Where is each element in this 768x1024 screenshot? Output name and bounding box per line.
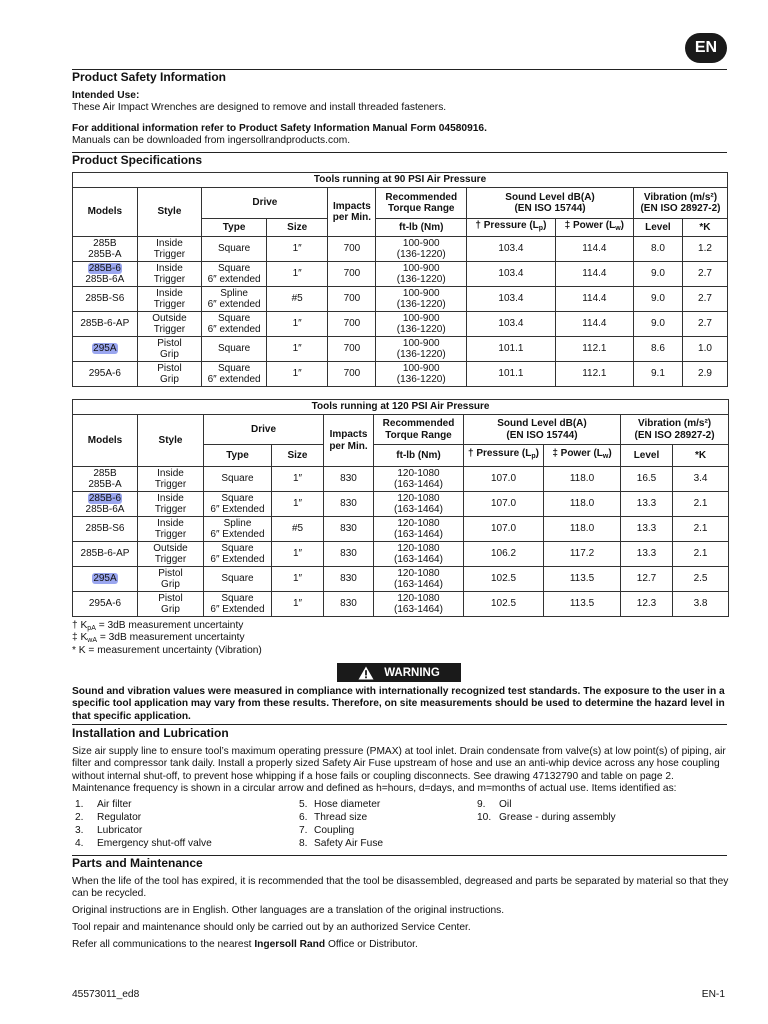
- style-cell: Outside Trigger: [137, 312, 202, 337]
- impacts-cell: 830: [324, 592, 374, 617]
- divider: [72, 724, 727, 725]
- level-cell: 9.1: [633, 362, 682, 387]
- list-item: 10. Grease - during assembly: [477, 812, 616, 824]
- list-item: 5. Hose diameter: [299, 799, 381, 810]
- col-k: *K: [673, 445, 729, 467]
- pressure-cell: 107.0: [464, 492, 544, 517]
- model-cell: 295A: [73, 567, 138, 592]
- note-vibration-uncertainty: * K = measurement uncertainty (Vibration): [72, 645, 262, 656]
- safety-heading: Product Safety Information: [72, 70, 227, 84]
- k-cell: 2.9: [682, 362, 727, 387]
- size-cell: 1″: [272, 542, 324, 567]
- intended-use-text: These Air Impact Wrenches are designed to remove and install threaded fasteners.: [72, 102, 447, 113]
- impacts-cell: 830: [324, 567, 374, 592]
- col-impacts: Impacts per Min.: [328, 188, 376, 237]
- k-cell: 3.4: [673, 467, 729, 492]
- power-cell: 113.5: [544, 567, 621, 592]
- size-cell: 1″: [272, 567, 324, 592]
- col-pressure: † Pressure $(L_p)$: [467, 219, 556, 237]
- list-item: 1. Air filter: [75, 799, 132, 810]
- col-models: Models: [73, 415, 138, 467]
- level-cell: 8.0: [633, 237, 682, 262]
- spec-table-120psi: [72, 399, 729, 617]
- size-cell: 1″: [266, 337, 328, 362]
- table-row: [73, 287, 728, 312]
- power-cell: 118.0: [544, 492, 621, 517]
- table-row: [73, 542, 729, 567]
- power-cell: 118.0: [544, 467, 621, 492]
- size-cell: #5: [272, 517, 324, 542]
- col-vibration: Vibration (m/s²) (EN ISO 28927-2): [633, 188, 727, 219]
- k-cell: 2.7: [682, 312, 727, 337]
- pressure-cell: 106.2: [464, 542, 544, 567]
- size-cell: #5: [266, 287, 328, 312]
- parts-language-text: Original instructions are in English. Other languages are a translation of the original instructions.: [72, 905, 505, 916]
- model-cell: 285B-6-AP: [73, 542, 138, 567]
- style-cell: Outside Trigger: [138, 542, 204, 567]
- table-row: [73, 567, 729, 592]
- col-torque: Recommended Torque Range: [376, 188, 467, 219]
- list-item: 6. Thread size: [299, 812, 368, 824]
- parts-recycle-text: When the life of the tool has expired, it is recommended that the tool be disassembled, degreased and parts be separated by material so that they can be recycled.: [72, 876, 729, 900]
- k-cell: 2.1: [673, 517, 729, 542]
- k-cell: 1.2: [682, 237, 727, 262]
- level-cell: 9.0: [633, 287, 682, 312]
- note-power-uncertainty: ‡ $K_{wA} = 3dB$ measurement uncertainty: [72, 632, 245, 644]
- parts-service-text: Tool repair and maintenance should only be carried out by an authorized Service Center.: [72, 922, 471, 933]
- type-cell: Square 6″ extended: [202, 262, 267, 287]
- k-cell: 3.8: [673, 592, 729, 617]
- col-impacts: Impacts per Min.: [324, 415, 374, 467]
- power-cell: 114.4: [555, 237, 633, 262]
- level-cell: 13.3: [621, 517, 673, 542]
- pressure-cell: 103.4: [467, 312, 556, 337]
- type-cell: Spline 6″ Extended: [204, 517, 272, 542]
- style-cell: Inside Trigger: [137, 262, 202, 287]
- table-title: Tools running at 120 PSI Air Pressure: [73, 400, 729, 415]
- model-cell: 285B-6-AP: [73, 312, 138, 337]
- model-cell: 285B-6 285B-6A: [73, 492, 138, 517]
- torque-cell: 120-1080 (163-1464): [374, 542, 464, 567]
- impacts-cell: 700: [328, 262, 376, 287]
- col-level: Level: [633, 219, 682, 237]
- model-cell: 285B-6 285B-6A: [73, 262, 138, 287]
- level-cell: 13.3: [621, 542, 673, 567]
- table-row: [73, 517, 729, 542]
- col-torque-unit: ft-lb (Nm): [374, 445, 464, 467]
- k-cell: 2.7: [682, 287, 727, 312]
- size-cell: 1″: [266, 262, 328, 287]
- table-row: [73, 467, 729, 492]
- size-cell: 1″: [272, 592, 324, 617]
- pressure-cell: 107.0: [464, 517, 544, 542]
- power-cell: 114.4: [555, 312, 633, 337]
- list-item: 8. Safety Air Fuse: [299, 838, 384, 850]
- impacts-cell: 830: [324, 467, 374, 492]
- col-type: Type: [204, 445, 272, 467]
- installation-heading: Installation and Lubrication: [72, 726, 229, 740]
- size-cell: 1″: [272, 492, 324, 517]
- level-cell: 12.3: [621, 592, 673, 617]
- impacts-cell: 700: [328, 287, 376, 312]
- pressure-cell: 103.4: [467, 287, 556, 312]
- col-k: *K: [682, 219, 727, 237]
- type-cell: Spline 6″ extended: [202, 287, 267, 312]
- model-cell: 295A-6: [73, 592, 138, 617]
- pressure-cell: 107.0: [464, 467, 544, 492]
- list-item: 9. Oil: [477, 799, 512, 810]
- download-info: Manuals can be downloaded from ingersollrandproducts.com.: [72, 135, 351, 146]
- style-cell: Inside Trigger: [138, 492, 204, 517]
- table-row: [73, 237, 728, 262]
- power-cell: 114.4: [555, 287, 633, 312]
- torque-cell: 100-900 (136-1220): [376, 237, 467, 262]
- impacts-cell: 700: [328, 237, 376, 262]
- style-cell: Pistol Grip: [137, 362, 202, 387]
- warning-triangle-icon: [358, 666, 374, 680]
- type-cell: Square: [204, 567, 272, 592]
- impacts-cell: 830: [324, 492, 374, 517]
- torque-cell: 120-1080 (163-1464): [374, 592, 464, 617]
- table-row: [73, 337, 728, 362]
- k-cell: 2.1: [673, 492, 729, 517]
- list-item: 4. Emergency shut-off valve: [75, 838, 212, 850]
- type-cell: Square 6″ extended: [202, 362, 267, 387]
- type-cell: Square 6″ Extended: [204, 542, 272, 567]
- language-badge: EN: [685, 33, 727, 63]
- torque-cell: 100-900 (136-1220): [376, 337, 467, 362]
- col-size: Size: [272, 445, 324, 467]
- impacts-cell: 700: [328, 362, 376, 387]
- type-cell: Square 6″ Extended: [204, 492, 272, 517]
- torque-cell: 100-900 (136-1220): [376, 287, 467, 312]
- impacts-cell: 830: [324, 517, 374, 542]
- type-cell: Square: [202, 337, 267, 362]
- col-pressure: † Pressure $(L_p)$: [464, 445, 544, 467]
- list-item: 2. Regulator: [75, 812, 142, 824]
- table-row: [73, 592, 729, 617]
- model-cell: 295A-6: [73, 362, 138, 387]
- level-cell: 8.6: [633, 337, 682, 362]
- footer-page-number: EN-1: [701, 989, 725, 1000]
- table-row: [73, 362, 728, 387]
- warning-text: Sound and vibration values were measured in compliance with internationally recognized test standards. The exposure to the user in a specific tool application may vary from these results. Therefore, on site measurements should be used to determine the hazard level in that specific application.: [72, 686, 725, 722]
- torque-cell: 100-900 (136-1220): [376, 362, 467, 387]
- power-cell: 114.4: [555, 262, 633, 287]
- k-cell: 2.1: [673, 542, 729, 567]
- size-cell: 1″: [266, 312, 328, 337]
- size-cell: 1″: [266, 362, 328, 387]
- col-drive: Drive: [204, 415, 324, 445]
- col-models: Models: [73, 188, 138, 237]
- model-cell: 285B-S6: [73, 517, 138, 542]
- impacts-cell: 830: [324, 542, 374, 567]
- warning-banner: [337, 663, 461, 682]
- style-cell: Pistol Grip: [137, 337, 202, 362]
- style-cell: Inside Trigger: [137, 287, 202, 312]
- col-style: Style: [138, 415, 204, 467]
- impacts-cell: 700: [328, 337, 376, 362]
- k-cell: 1.0: [682, 337, 727, 362]
- parts-heading: Parts and Maintenance: [72, 856, 203, 870]
- level-cell: 16.5: [621, 467, 673, 492]
- pressure-cell: 101.1: [467, 337, 556, 362]
- style-cell: Inside Trigger: [138, 467, 204, 492]
- col-level: Level: [621, 445, 673, 467]
- col-power: ‡ Power $(L_w)$: [544, 445, 621, 467]
- installation-text: Size air supply line to ensure tool’s maximum operating pressure (PMAX) at tool inlet. Drain condensate from valve(s) at low point(s) of piping, air filter and compressor tank daily. Install a properly sized Safety Air Fuse upstream of hose and use an anti-whip device across any hose coupling without internal shut-off, to prevent hose whipping if a hose fails or coupling disconnects. See drawing 47132790 and table on page 2. Maintenance frequency is shown in a circular arrow and defined as h=hours, d=days, and m=months of actual use. Items identified as:: [72, 746, 726, 795]
- col-vibration: Vibration (m/s²) (EN ISO 28927-2): [621, 415, 729, 445]
- col-type: Type: [202, 219, 267, 237]
- table-title: Tools running at 90 PSI Air Pressure: [73, 173, 728, 188]
- pressure-cell: 102.5: [464, 567, 544, 592]
- power-cell: 117.2: [544, 542, 621, 567]
- size-cell: 1″: [272, 467, 324, 492]
- power-cell: 112.1: [555, 337, 633, 362]
- torque-cell: 120-1080 (163-1464): [374, 567, 464, 592]
- col-sound: Sound Level dB(A) (EN ISO 15744): [464, 415, 621, 445]
- impacts-cell: 700: [328, 312, 376, 337]
- level-cell: 12.7: [621, 567, 673, 592]
- type-cell: Square 6″ extended: [202, 312, 267, 337]
- style-cell: Pistol Grip: [138, 592, 204, 617]
- warning-label: WARNING: [384, 666, 440, 679]
- list-item: 7. Coupling: [299, 825, 355, 837]
- type-cell: Square: [204, 467, 272, 492]
- model-cell: 285B 285B-A: [73, 467, 138, 492]
- footer-doc-number: 45573011_ed8: [72, 989, 140, 1000]
- col-style: Style: [137, 188, 202, 237]
- items-list-col2: [299, 798, 383, 850]
- specs-heading: Product Specifications: [72, 153, 203, 167]
- level-cell: 9.0: [633, 262, 682, 287]
- torque-cell: 100-900 (136-1220): [376, 312, 467, 337]
- items-list-col1: [75, 798, 212, 850]
- additional-info: For additional information refer to Product Safety Information Manual Form 04580916.: [72, 123, 487, 134]
- power-cell: 113.5: [544, 592, 621, 617]
- model-cell: 295A: [73, 337, 138, 362]
- pressure-cell: 102.5: [464, 592, 544, 617]
- pressure-cell: 103.4: [467, 262, 556, 287]
- table-row: [73, 312, 728, 337]
- torque-cell: 120-1080 (163-1464): [374, 517, 464, 542]
- table-row: [73, 262, 728, 287]
- table-row: [73, 492, 729, 517]
- col-power: ‡ Power $(L_w)$: [555, 219, 633, 237]
- k-cell: 2.5: [673, 567, 729, 592]
- torque-cell: 100-900 (136-1220): [376, 262, 467, 287]
- spec-table-90psi: [72, 172, 728, 387]
- intended-use-label: Intended Use:: [72, 90, 140, 101]
- power-cell: 112.1: [555, 362, 633, 387]
- model-cell: 285B 285B-A: [73, 237, 138, 262]
- items-list-col3: [477, 798, 616, 824]
- k-cell: 2.7: [682, 262, 727, 287]
- col-torque: Recommended Torque Range: [374, 415, 464, 445]
- pressure-cell: 101.1: [467, 362, 556, 387]
- col-drive: Drive: [202, 188, 328, 219]
- col-size: Size: [266, 219, 328, 237]
- parts-contact-text: Refer all communications to the nearest Ingersoll Rand Office or Distributor.: [72, 939, 418, 950]
- type-cell: Square 6″ Extended: [204, 592, 272, 617]
- col-torque-unit: ft-lb (Nm): [376, 219, 467, 237]
- power-cell: 118.0: [544, 517, 621, 542]
- torque-cell: 120-1080 (163-1464): [374, 492, 464, 517]
- style-cell: Pistol Grip: [138, 567, 204, 592]
- level-cell: 13.3: [621, 492, 673, 517]
- type-cell: Square: [202, 237, 267, 262]
- level-cell: 9.0: [633, 312, 682, 337]
- torque-cell: 120-1080 (163-1464): [374, 467, 464, 492]
- style-cell: Inside Trigger: [138, 517, 204, 542]
- list-item: 3. Lubricator: [75, 825, 143, 837]
- style-cell: Inside Trigger: [137, 237, 202, 262]
- col-sound: Sound Level dB(A) (EN ISO 15744): [467, 188, 634, 219]
- note-pressure-uncertainty: † $K_{pA} = 3dB$ measurement uncertainty: [72, 620, 244, 632]
- model-cell: 285B-S6: [73, 287, 138, 312]
- pressure-cell: 103.4: [467, 237, 556, 262]
- size-cell: 1″: [266, 237, 328, 262]
